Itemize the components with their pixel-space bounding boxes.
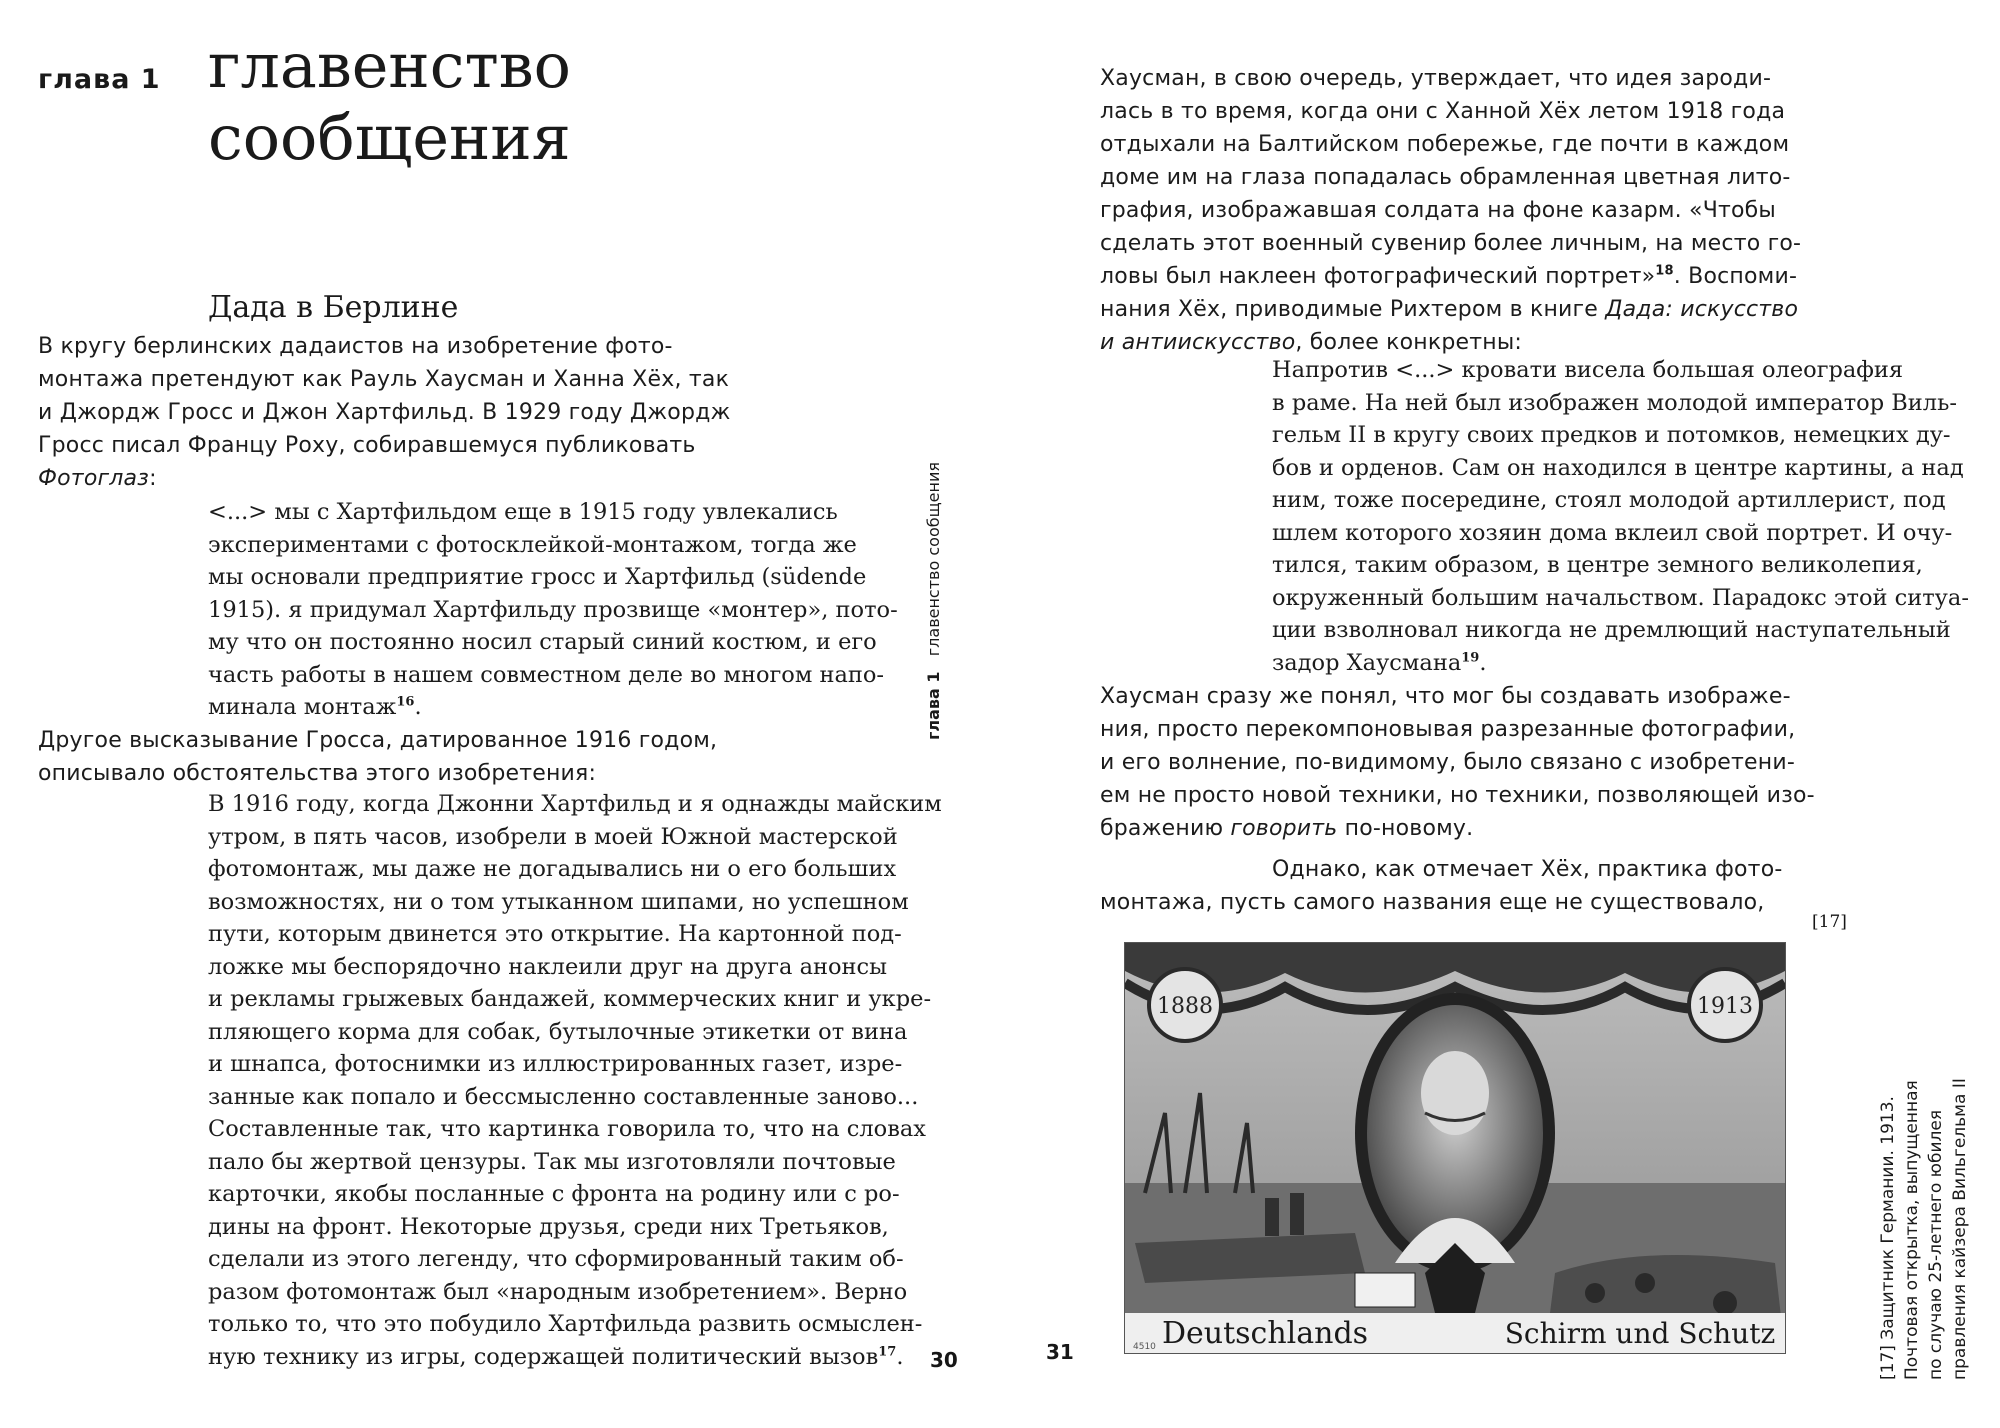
text-line: лась в то время, когда они с Ханной Хёх летом 1918 года [1100, 99, 1786, 124]
chapter-label: глава 1 [38, 64, 161, 95]
emperor-face [1421, 1051, 1489, 1135]
running-head-chapter: глава 1 [924, 671, 943, 740]
quote-line: окруженный большим начальством. Парадокс этой ситуа- [1272, 584, 1969, 611]
caption-line: правления кайзера Вильгельма II [1950, 1078, 1970, 1380]
quote-line: занные как попало и бессмысленно составленные заново... [208, 1083, 919, 1110]
quote-line: утром, в пять часов, изобрели в моей Южной мастерской [208, 823, 898, 850]
quote-line: минала монтаж$^{16}$. [208, 694, 422, 720]
text-fragment: ловы был наклеен фотографический портрет» [1100, 264, 1656, 289]
quote-line: дины на фронт. Некоторые друзья, среди них Третьяков, [208, 1213, 889, 1240]
flag [1355, 1273, 1415, 1307]
quote-line: карточки, якобы посланные с фронта на родину или с ро- [208, 1181, 900, 1207]
italic-title: Дада: искусство [1605, 297, 1799, 322]
running-head-text [924, 462, 943, 740]
postcard-title-right: Schirm und Schutz [1504, 1317, 1776, 1350]
postcard-image [1125, 943, 1785, 1353]
caption-line: [17] Защитник Германии. 1913. [1878, 1096, 1898, 1380]
running-head-title: главенство сообщения [924, 462, 943, 657]
text-line: отдыхали на Балтийском побережье, где почти в каждом [1100, 132, 1790, 157]
caption-line: Почтовая открытка, выпущенная [1902, 1080, 1922, 1380]
ship-funnel [1265, 1198, 1279, 1236]
quote-line: в раме. На ней был изображен молодой император Виль- [1272, 389, 1957, 416]
quote-line: 1915). я придумал Хартфильду прозвище «монтер», пото- [208, 596, 898, 623]
figure-caption [1876, 1020, 1996, 1380]
text-fragment: бражению [1100, 816, 1231, 841]
quote-line: сделали из этого легенду, что сформированный таким об- [208, 1246, 904, 1272]
text-line: Фотоглаз: [38, 466, 157, 491]
text-fragment: . Воспоми- [1673, 264, 1798, 289]
year-left: 1888 [1157, 994, 1213, 1019]
rider-figure [1713, 1291, 1737, 1315]
text-line: графия, изображавшая солдата на фоне казарм. «Чтобы [1100, 198, 1777, 223]
text-fragment: , более конкретны: [1295, 330, 1523, 355]
quote-line: и рекламы грыжевых бандажей, коммерческих книг и укре- [208, 986, 932, 1012]
soldier-figure [1585, 1283, 1605, 1303]
paragraph-conclusion [1100, 680, 1820, 919]
italic-title: Фотоглаз [38, 466, 150, 491]
chapter-title [208, 30, 928, 174]
intro-paragraph [38, 330, 758, 495]
quote-text: минала монтаж [208, 694, 397, 720]
postcard-illustration [1124, 942, 1786, 1354]
quote-line: му что он постоянно носил старый синий костюм, и его [208, 629, 877, 655]
footnote-ref[interactable]: 16 [396, 694, 415, 710]
ship-funnel [1290, 1193, 1304, 1235]
quote-line: экспериментами с фотосклейкой-монтажом, тогда же [208, 531, 857, 558]
block-quote-hoch [1272, 354, 1982, 679]
chapter-title-line: сообщения [208, 101, 571, 174]
footnote-ref[interactable]: 18 [1655, 263, 1674, 279]
quote-line: пляющего корма для собак, бутылочные этикетки от вина [208, 1018, 908, 1045]
text-line: и его волнение, по-видимому, было связано с изобретени- [1100, 750, 1796, 775]
text-line: В кругу берлинских дадаистов на изобретение фото- [38, 334, 673, 359]
text-line: ния, просто перекомпоновывая разрезанные фотографии, [1100, 717, 1796, 742]
text-line: Хаусман сразу же понял, что мог бы создавать изображе- [1100, 684, 1791, 709]
page-number-left: 30 [930, 1348, 958, 1372]
quote-line: Напротив <...> кровати висела большая олеография [1272, 357, 1904, 383]
italic-word: говорить [1230, 816, 1338, 841]
quote-line: ним, тоже посередине, стоял молодой артиллерист, под [1272, 487, 1946, 513]
quote-line: ную технику из игры, содержащей политический вызов$^{17}$. [208, 1343, 904, 1370]
quote-text: ную технику из игры, содержащей политический вызов [208, 1343, 879, 1370]
right-page [1000, 0, 2000, 1428]
italic-title: и антиискусство [1100, 330, 1296, 355]
text-line: ем не просто новой техники, но техники, позволяющей изо- [1100, 783, 1815, 808]
quote-line: только то, что это побудило Хартфильда развить осмыслен- [208, 1311, 923, 1337]
text-line: монтажа претендуют как Рауль Хаусман и Ханна Хёх, так [38, 367, 730, 392]
text-line: сделать этот военный сувенир более личным, на место го- [1100, 231, 1802, 256]
quote-line: шлем которого хозяин дома вклеил свой портрет. И очу- [1272, 519, 1953, 546]
running-head [924, 420, 964, 740]
footnote-ref[interactable]: 19 [1461, 650, 1480, 665]
text-line: Гросс писал Францу Роху, собиравшемуся публиковать [38, 433, 696, 458]
section-title: Дада в Берлине [208, 290, 459, 325]
text-fragment: по-новому. [1337, 816, 1474, 841]
block-quote-1 [208, 496, 908, 724]
quote-line: возможностях, ни о том утыканном шипами, но успешном [208, 888, 909, 915]
quote-line: пути, которым двинется это открытие. На картонной под- [208, 921, 902, 947]
text-line: доме им на глаза попадалась обрамленная цветная лито- [1100, 165, 1791, 190]
quote-line: задор Хаусмана$^{19}$. [1272, 649, 1487, 676]
quote-line: ложке мы беспорядочно наклеили друг на друга анонсы [208, 953, 888, 980]
quote-line: фотомонтаж, мы даже не догадывались ни о его больших [208, 856, 897, 882]
text-line [1100, 260, 1820, 293]
text-fragment: нания Хёх, приводимые Рихтером в книге [1100, 297, 1606, 322]
quote-line: часть работы в нашем совместном деле во многом напо- [208, 661, 885, 688]
postcard-title-left: Deutschlands [1161, 1316, 1369, 1351]
text-line [1100, 293, 1820, 326]
mid-paragraph [38, 724, 758, 790]
caption-text [1876, 1020, 1972, 1380]
text-line: Другое высказывание Гросса, датированное 1916 годом, [38, 728, 718, 753]
quote-line: <...> мы с Хартфильдом еще в 1915 году увлекались [208, 499, 838, 525]
quote-line: разом фотомонтаж был «народным изобретением». Верно [208, 1278, 908, 1305]
text-line: Однако, как отмечает Хёх, практика фото- [1272, 857, 1783, 882]
page-number-right: 31 [1046, 1340, 1074, 1364]
text-line: описывало обстоятельства этого изобретения: [38, 761, 597, 786]
quote-line: бов и орденов. Сам он находился в центре картины, а над [1272, 454, 1964, 481]
text-line: монтажа, пусть самого названия еще не существовало, [1100, 890, 1765, 915]
text-line [1100, 812, 1820, 845]
text-line: Хаусман, в свою очередь, утверждает, что идея зароди- [1100, 66, 1772, 91]
quote-line: пало бы жертвой цензуры. Так мы изготовляли почтовые [208, 1148, 896, 1175]
quote-text: задор Хаусмана [1272, 649, 1462, 676]
quote-line: мы основали предприятие гросс и Хартфильд (südende [208, 564, 867, 590]
quote-line: Составленные так, что картинка говорила то, что на словах [208, 1116, 926, 1142]
postcard-code: 4510 [1133, 1342, 1156, 1352]
plate-reference: [17] [1812, 912, 1847, 932]
quote-line: ции взволновал никогда не дремлющий наступательный [1272, 617, 1951, 643]
chapter-title-line: главенство [208, 29, 572, 102]
caption-line: по случаю 25-летнего юбилея [1926, 1109, 1946, 1380]
quote-line: и шнапса, фотоснимки из иллюстрированных газет, изре- [208, 1051, 903, 1077]
quote-line: тился, таким образом, в центре земного великолепия, [1272, 552, 1923, 578]
paragraph-hausmann [1100, 62, 1820, 359]
block-quote-2 [208, 788, 942, 1373]
soldier-figure [1635, 1273, 1655, 1293]
text-line: и Джордж Гросс и Джон Хартфильд. В 1929 году Джордж [38, 400, 731, 425]
quote-line: гельм II в кругу своих предков и потомков, немецких ду- [1272, 422, 1951, 448]
quote-line: В 1916 году, когда Джонни Хартфильд и я однажды майским [208, 791, 942, 817]
year-right: 1913 [1697, 994, 1753, 1019]
footnote-ref[interactable]: 17 [878, 1344, 897, 1359]
